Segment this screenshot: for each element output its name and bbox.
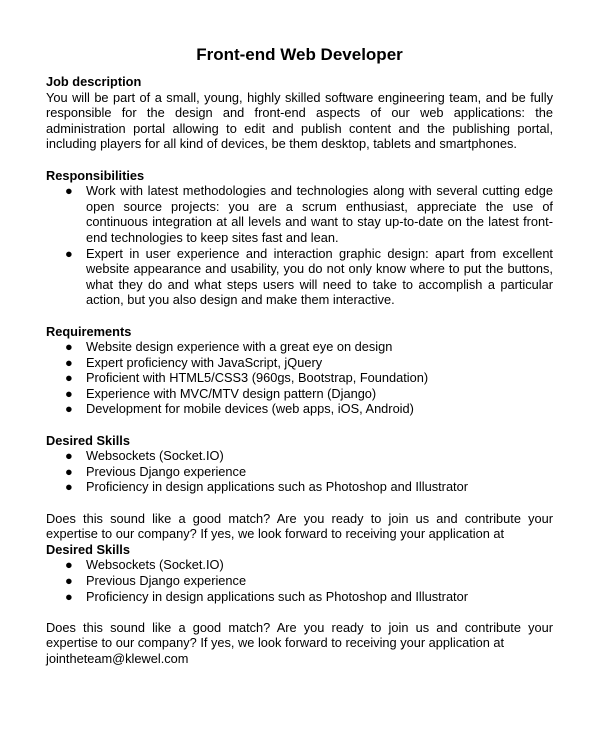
job-description-text: You will be part of a small, young, highly skilled software engineering team, and be fully responsible for the design and front-end aspects of our web applications: the administration portal allowing to edit and publish content and the publishing portal, including players for all kind of devices, be them desktop, tablets and smartphones. bbox=[46, 89, 553, 152]
desired-skills-section bbox=[46, 433, 553, 495]
closing-paragraph: Does this sound like a good match? Are you ready to join us and contribute your expertise to our company? If yes, we look forward to receiving your application at bbox=[46, 510, 553, 542]
bullet-icon: ● bbox=[65, 588, 73, 604]
requirements-heading: Requirements bbox=[46, 323, 132, 339]
requirements-list bbox=[46, 339, 553, 417]
desired-skills-list bbox=[46, 557, 553, 604]
bullet-icon: ● bbox=[65, 370, 73, 386]
list-item: ● Development for mobile devices (web apps, iOS, Android) bbox=[65, 401, 414, 417]
responsibilities-section bbox=[46, 168, 553, 308]
list-item: ● Websockets (Socket.IO) bbox=[65, 557, 224, 573]
job-description-section bbox=[46, 74, 553, 152]
bullet-icon: ● bbox=[65, 385, 73, 401]
closing-paragraph-repeat: Does this sound like a good match? Are you ready to join us and contribute your expertise to our company? If yes, we look forward to receiving your application at bbox=[46, 619, 553, 651]
job-description-heading: Job description bbox=[46, 74, 142, 89]
responsibilities-heading: Responsibilities bbox=[46, 167, 145, 183]
page-title: Front-end Web Developer bbox=[196, 45, 403, 64]
list-item: ● Expert in user experience and interaction graphic design: apart from excellent website appearance and usability, you do not only know where to put the buttons, what they do and what steps users will need to take to accomplish a particular action, but you also design and make them interactive. bbox=[65, 245, 553, 308]
bullet-icon: ● bbox=[65, 448, 73, 464]
bullet-icon: ● bbox=[65, 479, 73, 495]
bullet-icon: ● bbox=[65, 245, 73, 261]
bullet-icon: ● bbox=[65, 557, 73, 573]
list-item: ● Proficiency in design applications such as Photoshop and Illustrator bbox=[65, 588, 468, 604]
list-item: ● Proficiency in design applications such as Photoshop and Illustrator bbox=[65, 479, 468, 495]
contact-email: jointheteam@klewel.com bbox=[46, 650, 189, 666]
list-item: ● Websockets (Socket.IO) bbox=[65, 448, 224, 464]
list-item: ● Previous Django experience bbox=[65, 573, 247, 588]
bullet-icon: ● bbox=[65, 573, 73, 588]
list-item: ● Previous Django experience bbox=[65, 463, 247, 479]
responsibilities-list bbox=[46, 183, 553, 308]
list-item: ● Expert proficiency with JavaScript, jQuery bbox=[65, 354, 323, 370]
desired-skills-heading: Desired Skills bbox=[46, 432, 130, 448]
list-item: ● Work with latest methodologies and technologies along with several cutting edge open source projects: you are a scrum enthusiast, appreciate the use of continuous integration at all levels and want to stay up-to-date on the latest front-end technologies to keep sites fast and lean. bbox=[65, 183, 553, 245]
requirements-section bbox=[46, 324, 553, 418]
bullet-icon: ● bbox=[65, 339, 73, 355]
list-item: ● Experience with MVC/MTV design pattern (Django) bbox=[65, 385, 377, 401]
desired-skills-heading: Desired Skills bbox=[46, 541, 130, 557]
bullet-icon: ● bbox=[65, 354, 73, 370]
list-item: ● Website design experience with a great eye on design bbox=[65, 339, 393, 355]
bullet-icon: ● bbox=[65, 183, 73, 199]
desired-skills-list bbox=[46, 448, 553, 495]
list-item: ● Proficient with HTML5/CSS3 (960gs, Bootstrap, Foundation) bbox=[65, 370, 429, 386]
bullet-icon: ● bbox=[65, 401, 73, 417]
bullet-icon: ● bbox=[65, 463, 73, 479]
desired-skills-section-repeat bbox=[46, 542, 553, 604]
